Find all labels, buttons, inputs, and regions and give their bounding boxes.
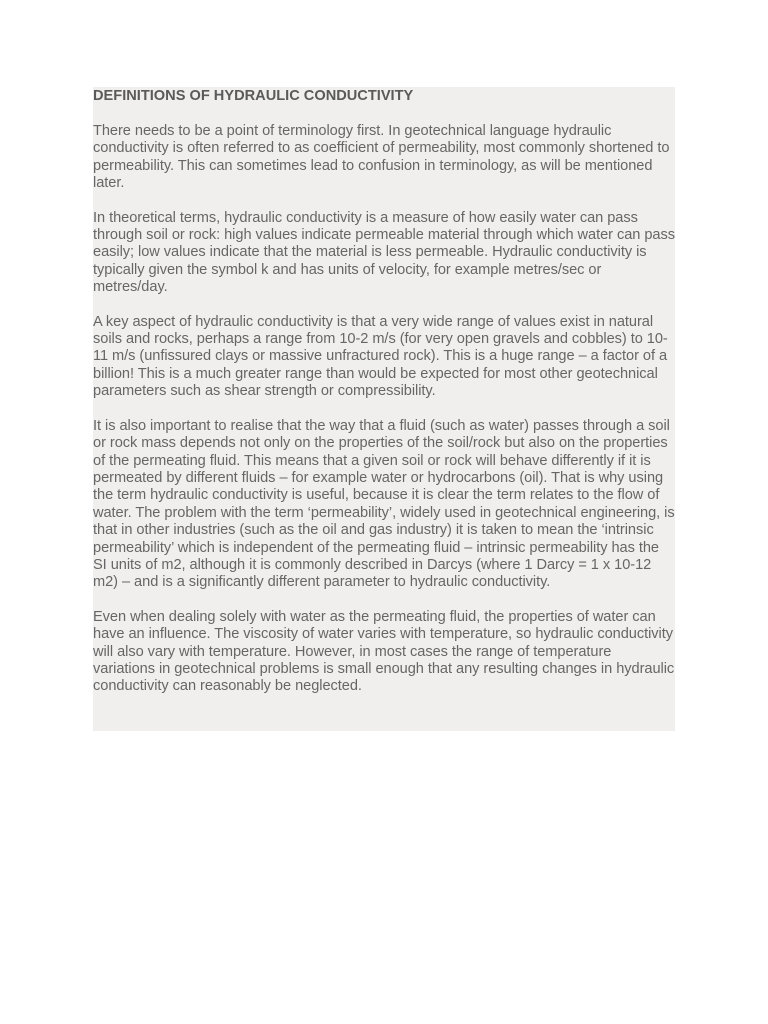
paragraph-theoretical-terms: In theoretical terms, hydraulic conductivity is a measure of how easily water can pass through soil or rock: high values indicate permeable material through which water can pass easily; low values indicate that the material is less permeable. Hydraulic conductivity is typically given the symbol k and has units of velocity, for example metres/sec or metres/day.	[93, 209, 675, 296]
text-block	[93, 87, 675, 731]
paragraph-range-of-values: A key aspect of hydraulic conductivity is that a very wide range of values exist in natural soils and rocks, perhaps a range from 10-2 m/s (for very open gravels and cobbles) to 10-11 m/s (unfissured clays or massive unfractured rock). This is a huge range – a factor of a billion! This is a much greater range than would be expected for most other geotechnical parameters such as shear strength or compressibility.	[93, 313, 668, 400]
paragraph-terminology: There needs to be a point of terminology first. In geotechnical language hydraulic conductivity is often referred to as coefficient of permeability, most commonly shortened to permeability. This can sometimes lead to confusion in terminology, as will be mentioned later.	[93, 123, 670, 192]
paragraph-permeating-fluid: It is also important to realise that the way that a fluid (such as water) passes through a soil or rock mass depends not only on the properties of the soil/rock but also on the properties of the permeating fluid. This means that a given soil or rock will behave differently if it is permeated by different fluids – for example water or hydrocarbons (oil). That is why using the term hydraulic conductivity is useful, because it is clear the term relates to the flow of water. The problem with the term ‘permeability’, widely used in geotechnical engineering, is that in other industries (such as the oil and gas industry) it is taken to mean the ‘intrinsic permeability’ which is independent of the permeating fluid – intrinsic permeability has the SI units of m2, although it is commonly described in Darcys (where 1 Darcy = 1 x 10-12 m2) – and is a significantly different parameter to hydraulic conductivity.	[93, 417, 675, 591]
document-heading: DEFINITIONS OF HYDRAULIC CONDUCTIVITY	[93, 88, 414, 104]
paragraph-water-viscosity: Even when dealing solely with water as the permeating fluid, the properties of water can have an influence. The viscosity of water varies with temperature, so hydraulic conductivity will also vary with temperature. However, in most cases the range of temperature variations in geotechnical problems is small enough that any resulting changes in hydraulic conductivity can reasonably be neglected.	[93, 608, 675, 695]
